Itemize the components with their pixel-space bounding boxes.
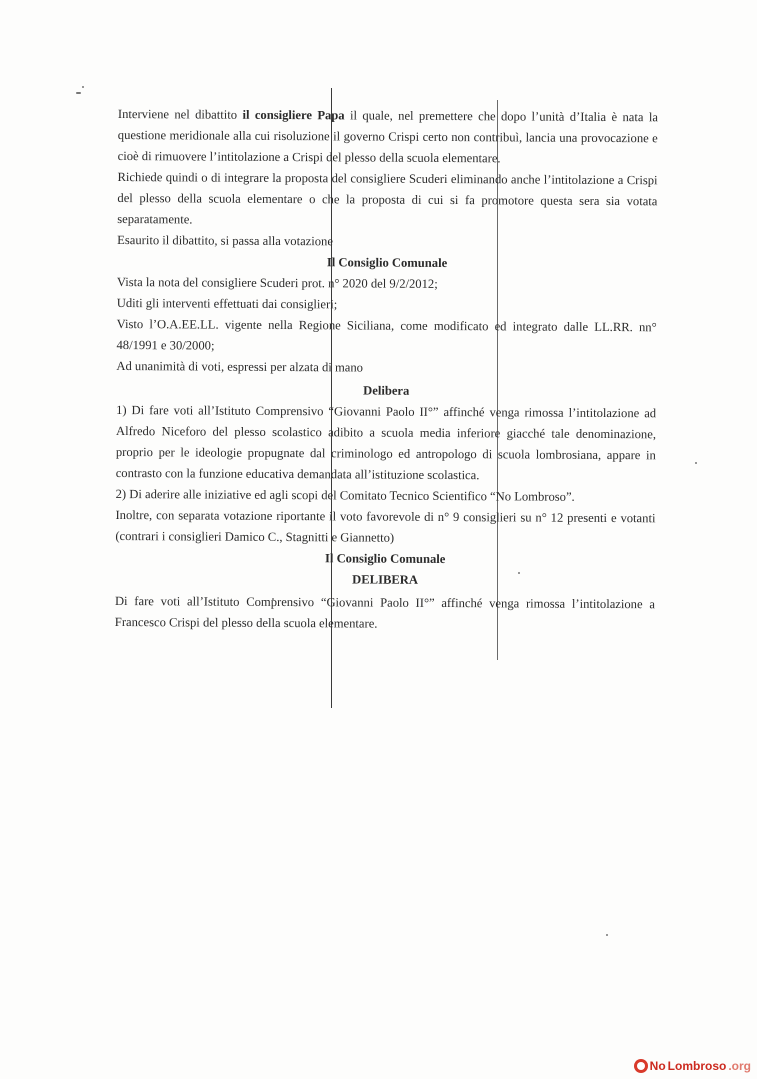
paragraph-papa-intervention [118, 104, 658, 170]
paragraph-uditi: Uditi gli interventi effettuati dai consiglieri; [116, 295, 338, 312]
text-span: il quale, nel premettere che dopo l’unità d’Italia è nata la questione meridionale alla cui risoluzione il governo Crispi certo non contribuì, lancia una provocazione e cioè di rimuovere l’intitolazione a Crispi del plesso della scuola elementare. [117, 108, 658, 166]
scan-speck [82, 86, 84, 88]
heading-consiglio-comunale: Il Consiglio Comunale [326, 255, 448, 271]
paragraph-request: Richiede quindi o di integrare la proposta del consigliere Scuderi eliminando anche l’intitolazione a Crispi del plesso della scuola elementare o che la proposta di cui si fa promotore questa sera sia votata separatamente. [117, 169, 658, 227]
scan-speck [695, 462, 697, 464]
heading-delibera: Delibera [363, 383, 410, 398]
heading-delibera-caps: DELIBERA [352, 572, 419, 587]
logo-name: Lombroso [667, 1059, 727, 1073]
paragraph-delibera-2: 2) Di aderire alle iniziative ed agli scopi del Comitato Tecnico Scientifico “No Lombroso”. [115, 486, 575, 504]
paragraph-separate-vote: Inoltre, con separata votazione riportante il voto favorevole di n° 9 consiglieri su n° 12 presenti e votanti (contrari i consiglieri Damico C., Stagnitti e Giannetto) [115, 507, 656, 545]
paragraph-delibera-crispi: Di fare voti all’Istituto Comprensivo “Giovanni Paolo II°” affinché venga rimossa l’intitolazione a Francesco Crispi del plesso della scuola elementare. [114, 593, 655, 631]
logo-tld: .org [728, 1059, 751, 1073]
document-body [115, 104, 658, 636]
scan-speck [76, 92, 81, 94]
paragraph-debate-closed: Esaurito il dibattito, si passa alla votazione [117, 232, 334, 249]
paragraph-vista-nota: Vista la nota del consigliere Scuderi prot. n° 2020 del 9/2/2012; [116, 274, 438, 291]
nolombroso-watermark [634, 1059, 751, 1073]
text-span: Interviene nel dibattito [117, 106, 243, 122]
paragraph-unanimita: Ad unanimità di voti, espressi per alzata di mano [116, 358, 364, 375]
bold-text: il consigliere Papa [242, 107, 345, 123]
nolombroso-logo-icon [634, 1059, 648, 1073]
scan-speck [606, 934, 608, 936]
heading-consiglio-comunale-2: Il Consiglio Comunale [324, 551, 446, 567]
paragraph-visto: Visto l’O.A.EE.LL. vigente nella Regione Siciliana, come modificato ed integrato dalle LL.RR. nn° 48/1991 e 30/2000; [116, 316, 657, 353]
logo-no: No [649, 1059, 666, 1073]
paragraph-delibera-1: 1) Di fare voti all’Istituto Comprensivo “Giovanni Paolo II°” affinché venga rimossa l’intitolazione ad Alfredo Niceforo del plesso scolastico adibito a scuola media inferiore giacché tale denominazione, proprio per le ideologie propugnate dal criminologo ed antropologo di scuola lombrosiana, appare in contrasto con la funzione educativa demandata all’istituzione scolastica. [115, 402, 657, 483]
